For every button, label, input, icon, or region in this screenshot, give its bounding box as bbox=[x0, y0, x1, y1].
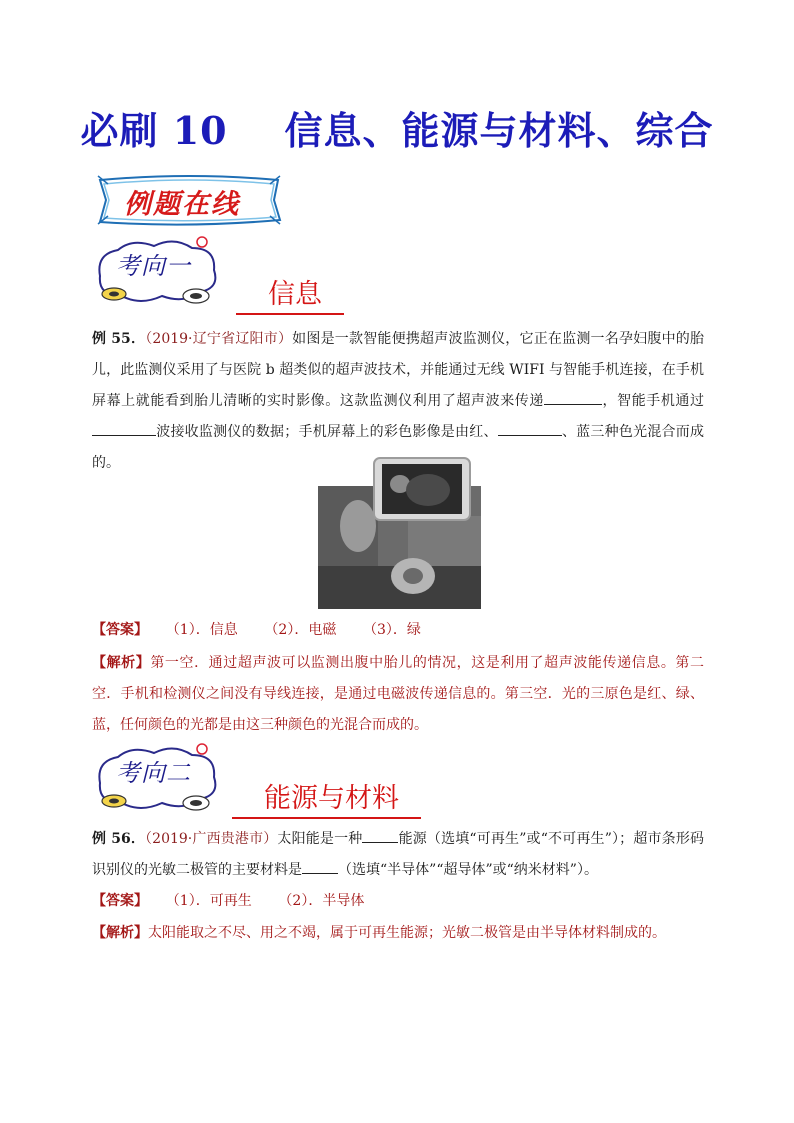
section-heading-1: 信息 bbox=[236, 278, 344, 315]
example-label: 例 56． bbox=[92, 831, 146, 847]
analysis-text: 太阳能取之不尽、用之不竭，属于可再生能源；光敏二极管是由半导体材料制成的。 bbox=[148, 925, 666, 941]
example-56 bbox=[92, 824, 704, 886]
analysis-tag: 【解析】 bbox=[92, 655, 151, 671]
example-text: 太阳能是一种 bbox=[277, 831, 363, 847]
page-title: 必刷 10 信息、能源与材料、综合 bbox=[80, 108, 714, 153]
badge-label-1: 考向一 bbox=[116, 252, 191, 280]
example-text: 、蓝三种色光混合而成的。 bbox=[92, 424, 705, 471]
section-badge-1 bbox=[92, 236, 222, 308]
answer-blank-2 bbox=[302, 859, 338, 874]
example-source: （2019·辽宁省辽阳市） bbox=[145, 331, 293, 347]
analysis-text: 第一空．通过超声波可以监测出腹中胎儿的情况，这是利用了超声波能传递信息。第二空．手机和检测仪之间没有导线连接，是通过电磁波传递信息的。第三空．光的三原色是红、绿、蓝，任何颜色的光都是由这三种颜色的光混合而成的。 bbox=[92, 655, 704, 733]
example-text: 波接收监测仪的数据；手机屏幕上的彩色影像是由红、 bbox=[156, 424, 498, 440]
ultrasound-phone-photo bbox=[318, 456, 481, 609]
answer-line-2 bbox=[92, 891, 364, 911]
answer-blank-1 bbox=[362, 828, 398, 843]
answer-tag: 【答案】 bbox=[92, 622, 148, 638]
answer-blank-3 bbox=[498, 421, 562, 436]
section-heading-2: 能源与材料 bbox=[232, 782, 421, 819]
badge-label-2: 考向二 bbox=[116, 759, 191, 787]
example-label: 例 55． bbox=[92, 331, 146, 347]
answer-blank-1 bbox=[544, 390, 602, 405]
answer-line-1 bbox=[92, 620, 421, 640]
analysis-1 bbox=[92, 648, 704, 741]
example-text: 能源（选填“可再生”或“不可再生”）；超市条形码识别仪的光敏二极管的主要材料是 bbox=[92, 831, 704, 878]
banner-label: 例题在线 bbox=[124, 189, 240, 220]
answer-text: （1）．可再生 （2）．半导体 bbox=[148, 893, 365, 909]
analysis-tag: 【解析】 bbox=[92, 925, 148, 941]
example-banner bbox=[94, 170, 284, 232]
example-source: （2019·广西贵港市） bbox=[145, 831, 278, 847]
answer-blank-2 bbox=[92, 421, 156, 436]
answer-tag: 【答案】 bbox=[92, 893, 148, 909]
example-text: （选填“半导体”“超导体”或“纳米材料”）。 bbox=[338, 862, 598, 878]
section-badge-2 bbox=[92, 743, 222, 815]
example-text: ，智能手机通过 bbox=[601, 393, 705, 409]
ultrasound-phone-photo-icon bbox=[318, 456, 481, 609]
example-text: 如图是一款智能便携超声波监测仪，它正在监测一名孕妇腹中的胎儿，此监测仪采用了与医院 b 超类似的超声波技术，并能通过无线 WIFI 与智能手机连接，在手机屏幕上就能看到胎儿清晰的实时影像。这款监测仪利用了超声波来传递 bbox=[92, 331, 705, 409]
answer-text: （1）．信息 （2）．电磁 （3）．绿 bbox=[148, 622, 421, 638]
analysis-2 bbox=[92, 918, 704, 949]
